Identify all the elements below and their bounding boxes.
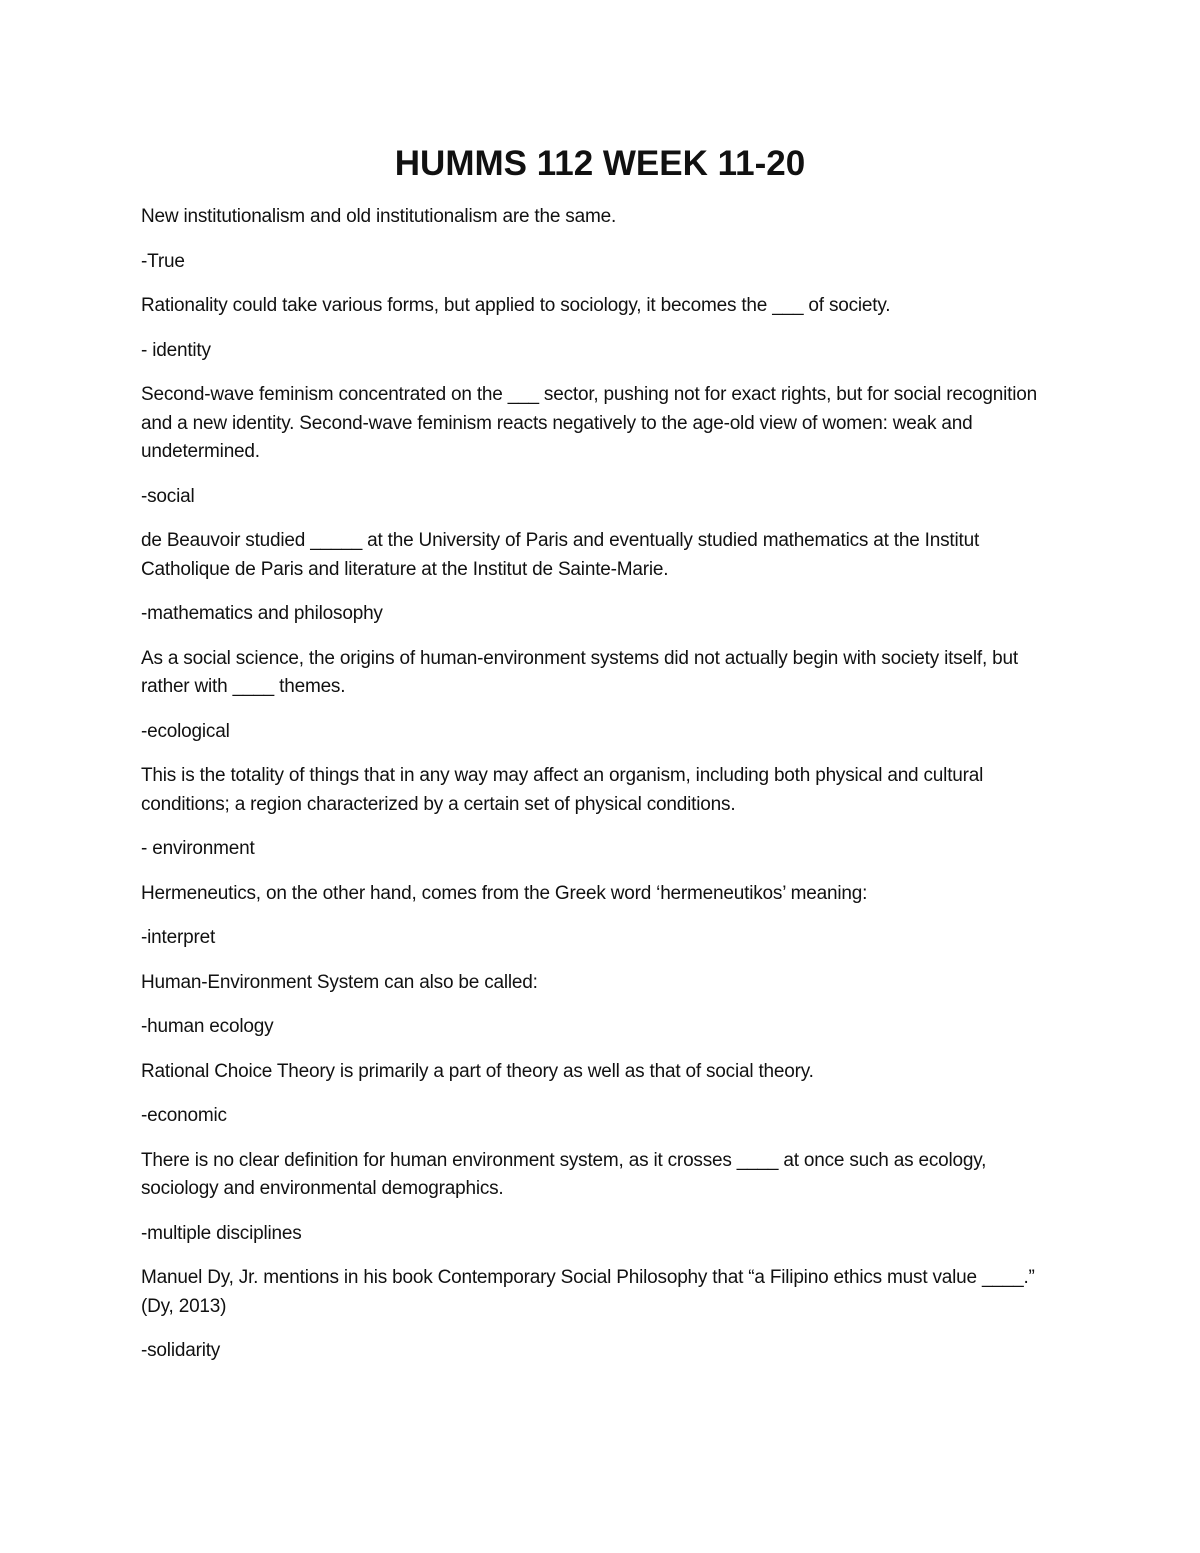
answer-text: -human ecology — [141, 1016, 274, 1037]
question-text: Hermeneutics, on the other hand, comes from the Greek word ‘hermeneutikos’ meaning: — [141, 882, 868, 904]
question-text: Human-Environment System can also be called: — [141, 971, 538, 993]
answer-text: -multiple disciplines — [141, 1222, 302, 1244]
answer-text: - identity — [141, 339, 211, 361]
question-text: New institutionalism and old institutionalism are the same. — [141, 206, 617, 227]
answer-text: -solidarity — [141, 1340, 221, 1361]
question-text: Rational Choice Theory is primarily a part of theory as well as that of social theory. — [141, 1060, 814, 1082]
answer-text: -True — [141, 250, 185, 272]
answer-text: -interpret — [141, 927, 216, 948]
question-text: Manuel Dy, Jr. mentions in his book Contemporary Social Philosophy that “a Filipino ethics must value ____.” (Dy, 2013) — [141, 1267, 1035, 1317]
answer-text: -mathematics and philosophy — [141, 603, 383, 624]
answer-text: - environment — [141, 838, 255, 859]
document-body — [141, 203, 1061, 1382]
question-text: de Beauvoir studied _____ at the University of Paris and eventually studied mathematics at the Institut Catholique de Paris and literature at the Institut de Sainte-Marie. — [141, 530, 980, 580]
answer-text: -ecological — [141, 720, 230, 742]
question-text: Rationality could take various forms, but applied to sociology, it becomes the ___ of society. — [141, 295, 891, 316]
question-text: Second-wave feminism concentrated on the ___ sector, pushing not for exact rights, but for social recognition and a new identity. Second-wave feminism reacts negatively to the age-old view of women: weak and undetermined. — [141, 384, 1037, 462]
question-text: As a social science, the origins of human-environment systems did not actually begin with society itself, but rather with ____ themes. — [141, 647, 1018, 697]
answer-text: -economic — [141, 1105, 227, 1126]
question-text: There is no clear definition for human environment system, as it crosses ____ at once such as ecology, sociology and environmental demographics. — [141, 1149, 987, 1199]
page-title: HUMMS 112 WEEK 11-20 — [394, 144, 806, 183]
answer-text: -social — [141, 485, 195, 507]
question-text: This is the totality of things that in any way may affect an organism, including both physical and cultural conditions; a region characterized by a certain set of physical conditions. — [141, 765, 984, 815]
